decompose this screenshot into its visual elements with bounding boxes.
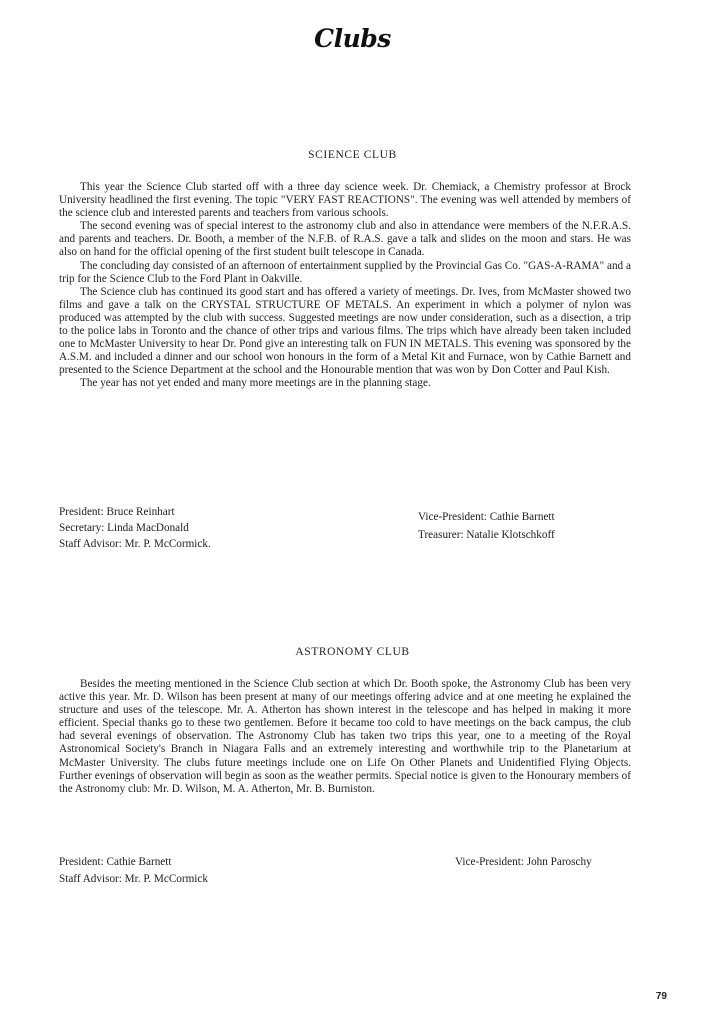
science-club-body bbox=[59, 181, 631, 391]
science-paragraph: The year has not yet ended and many more meetings are in the planning stage. bbox=[80, 377, 431, 390]
astronomy-staff-advisor: Staff Advisor: Mr. P. McCormick bbox=[59, 873, 208, 885]
astronomy-president: President: Cathie Barnett bbox=[59, 856, 172, 868]
astronomy-paragraph: Besides the meeting mentioned in the Science Club section at which Dr. Booth spoke, the Astronomy Club has been very active this year. Mr. D. Wilson has been present at many of our meetings offering advice and at one meeting he explained the structure and uses of the telescope. Mr. A. Atherton has shown interest in the telescope and has helped in making it more efficient. Special thanks go to these two gentlemen. Before it became too cold to have meetings on the back campus, the club had several evenings of observation. The Astronomy Club has taken two trips this year, one to a meeting of the Royal Astronomical Society's Branch in Niagara Falls and an extremely interesting and worthwhile trip to the Planetarium at McMaster University. The clubs future meetings include one on Life On Other Planets and Unidentified Flying Objects. Further evenings of observation will begin as soon as the weather permits. Special notice is given to the Honourary members of the Astronomy club: Mr. D. Wilson, M. A. Atherton, Mr. B. Burniston. bbox=[59, 678, 631, 795]
science-staff-advisor: Staff Advisor: Mr. P. McCormick. bbox=[59, 538, 211, 550]
science-president: President: Bruce Reinhart bbox=[59, 506, 175, 518]
science-club-heading: SCIENCE CLUB bbox=[308, 149, 397, 161]
science-paragraph: This year the Science Club started off with a three day science week. Dr. Chemiack, a Chemistry professor at Brock University headlined the first evening. The topic "VERY FAST REACTIONS". The evening was well attended by members of the science club and interested parents and teachers from various schools. bbox=[59, 181, 631, 220]
science-paragraph: The Science club has continued its good start and has offered a variety of meetings. Dr. Ives, from McMaster showed two films and gave a talk on the CRYSTAL STRUCTURE OF METALS. An experiment in which a polymer of nylon was produced was attempted by the club with success. Suggested meetings are now under consideration, such as a disection, a trip to the police labs in Toronto and the chance of other trips and various films. The trips which have already been taken included one to McMaster University to hear Dr. Pond give an interesting talk on FUN IN METALS. This evening was sponsored by the A.S.M. and included a dinner and our school won honours in the form of a Metal Kit and Furnace, won by Cathie Barnett and presented to the Science Department at the school and the Honourable mention that was won by Don Cotter and Paul Kish. bbox=[59, 285, 631, 377]
page-number: 79 bbox=[655, 991, 667, 1002]
astronomy-vice-president: Vice-President: John Paroschy bbox=[455, 856, 592, 868]
astronomy-club-heading: ASTRONOMY CLUB bbox=[295, 646, 410, 658]
page-title: Clubs bbox=[314, 24, 391, 53]
science-vice-president: Vice-President: Cathie Barnett bbox=[418, 511, 555, 523]
science-treasurer: Treasurer: Natalie Klotschkoff bbox=[418, 529, 555, 541]
science-paragraph: The concluding day consisted of an afternoon of entertainment supplied by the Provincial Gas Co. "GAS-A-RAMA" and a trip for the Science Club to the Ford Plant in Oakville. bbox=[59, 259, 631, 285]
science-secretary: Secretary: Linda MacDonald bbox=[59, 522, 189, 534]
science-paragraph: The second evening was of special interest to the astronomy club and also in attendance were members of the N.F.R.A.S. and parents and teachers. Dr. Booth, a member of the N.F.B. of R.A.S. gave a talk and slides on the moon and stars. He was also on hand for the official opening of the first student built telescope in Canada. bbox=[59, 220, 631, 259]
astronomy-club-body bbox=[59, 678, 631, 796]
